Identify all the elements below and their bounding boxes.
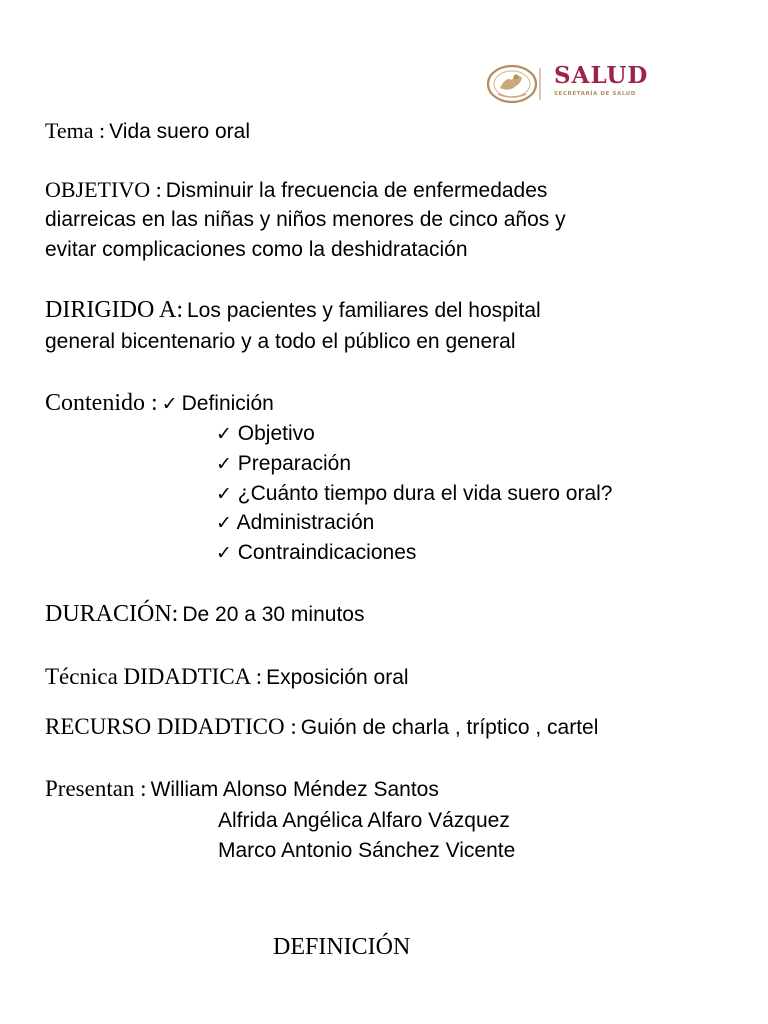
contenido-row	[45, 390, 274, 417]
dirigido-label: DIRIGIDO A:	[45, 297, 183, 323]
presentan-label: Presentan :	[45, 776, 147, 801]
dirigido-line-1: Los pacientes y familiares del hospital	[187, 299, 541, 322]
tema-label: Tema :	[45, 118, 106, 143]
contenido-item: Definición	[181, 392, 274, 415]
tema-value: Vida suero oral	[109, 120, 251, 143]
duracion-value: De 20 a 30 minutos	[182, 603, 365, 626]
contenido-item	[216, 452, 351, 476]
tecnica-value: Exposición oral	[266, 666, 409, 689]
objetivo-line-1: Disminuir la frecuencia de enfermedades	[165, 179, 548, 202]
contenido-item	[216, 511, 374, 535]
recurso-label: RECURSO DIDADTICO :	[45, 714, 297, 739]
tecnica-label: Técnica DIDADTICA :	[45, 664, 263, 689]
objetivo-line-2: diarreicas en las niñas y niños menores de cinco años y	[45, 208, 566, 231]
presenter-name: Marco Antonio Sánchez Vicente	[218, 839, 516, 862]
salud-logo	[486, 62, 686, 106]
logo-wordmark: SALUD	[554, 62, 649, 89]
objetivo-line-3: evitar complicaciones como la deshidratación	[45, 238, 468, 261]
presenter-name: William Alonso Méndez Santos	[150, 778, 439, 801]
tecnica-row	[45, 664, 409, 690]
section-heading-definicion: DEFINICIÓN	[273, 934, 411, 960]
presenter-name: Alfrida Angélica Alfaro Vázquez	[218, 809, 510, 832]
contenido-item-label: Objetivo	[237, 422, 315, 445]
objetivo-row	[45, 177, 547, 203]
check-icon: ✓	[216, 453, 232, 475]
contenido-item-label: ¿Cuánto tiempo dura el vida suero oral?	[237, 482, 613, 505]
contenido-label: Contenido :	[45, 390, 158, 416]
objetivo-label: OBJETIVO :	[45, 177, 162, 202]
logo-subtitle: SECRETARÍA DE SALUD	[554, 91, 636, 97]
check-icon: ✓	[216, 423, 232, 445]
check-icon: ✓	[161, 393, 178, 415]
recurso-value: Guión de charla , tríptico , cartel	[300, 716, 599, 739]
duracion-label: DURACIÓN:	[45, 601, 179, 627]
dirigido-line-2: general bicentenario y a todo el público en general	[45, 330, 516, 353]
contenido-item	[216, 422, 315, 446]
contenido-item	[216, 541, 416, 565]
duracion-row	[45, 601, 364, 628]
tema-row	[45, 118, 250, 144]
contenido-item-label: Contraindicaciones	[237, 541, 417, 564]
check-icon: ✓	[216, 542, 232, 564]
check-icon: ✓	[216, 512, 232, 534]
recurso-row	[45, 714, 598, 740]
contenido-item-label: Administración	[236, 511, 375, 534]
presentan-row	[45, 776, 439, 802]
mexican-coat-of-arms-icon	[486, 64, 544, 104]
check-icon: ✓	[216, 483, 232, 505]
dirigido-row	[45, 297, 541, 324]
contenido-item-label: Preparación	[237, 452, 351, 475]
contenido-item	[216, 482, 612, 506]
